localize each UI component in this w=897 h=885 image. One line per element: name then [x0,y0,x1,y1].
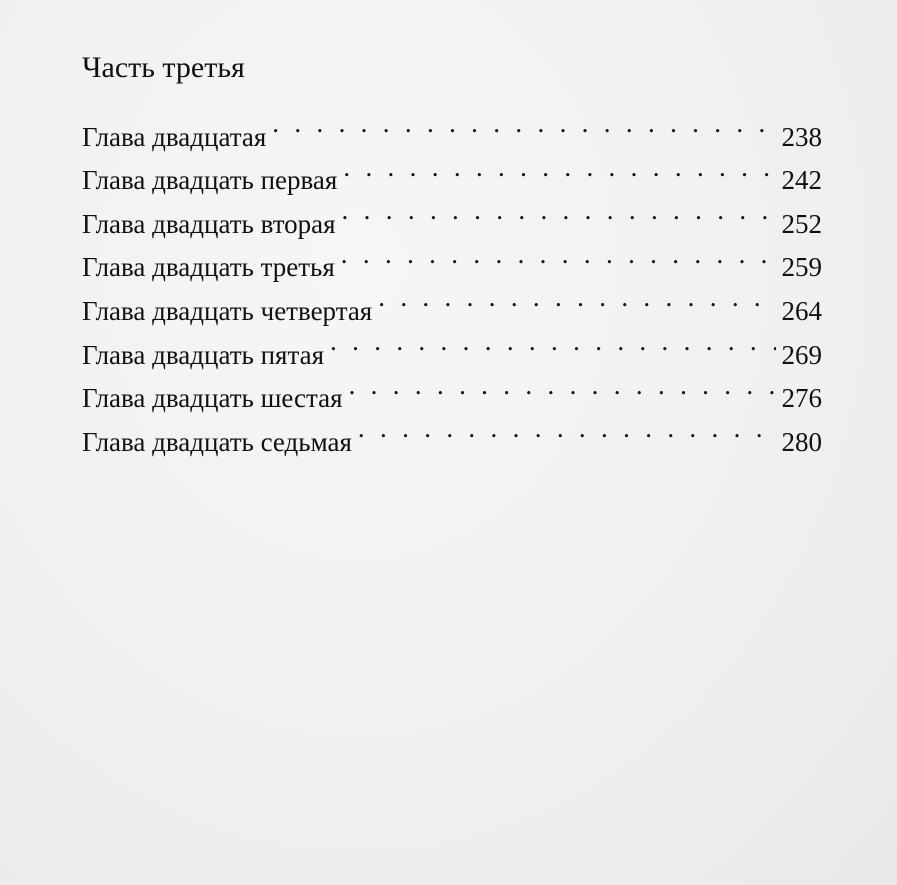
page-number: 252 [781,208,822,239]
page-number: 264 [781,295,822,326]
chapter-title: Глава двадцать пятая [82,339,325,370]
dot-leader [341,233,776,277]
table-of-contents [82,102,822,457]
page-number: 276 [781,383,822,414]
chapter-title: Глава двадцать вторая [82,208,336,239]
dot-leader [330,320,775,364]
chapter-title: Глава двадцать третья [82,252,335,283]
dot-leader [272,102,775,146]
page-number: 259 [781,252,822,283]
dot-leader [378,276,775,320]
chapter-title: Глава двадцать седьмая [82,426,352,457]
dot-leader [349,364,776,408]
chapter-title: Глава двадцатая [82,121,267,152]
page-number: 269 [781,339,822,370]
toc-entry [82,102,822,152]
dot-leader [342,189,776,233]
dot-leader [343,146,775,190]
section-title: Часть третья [82,51,245,84]
chapter-title: Глава двадцать первая [82,165,338,196]
page-number: 238 [781,121,822,152]
chapter-title: Глава двадцать шестая [82,383,343,414]
page-number: 280 [781,426,822,457]
dot-leader [358,407,776,451]
chapter-title: Глава двадцать четвертая [82,295,373,326]
page-number: 242 [781,165,822,196]
